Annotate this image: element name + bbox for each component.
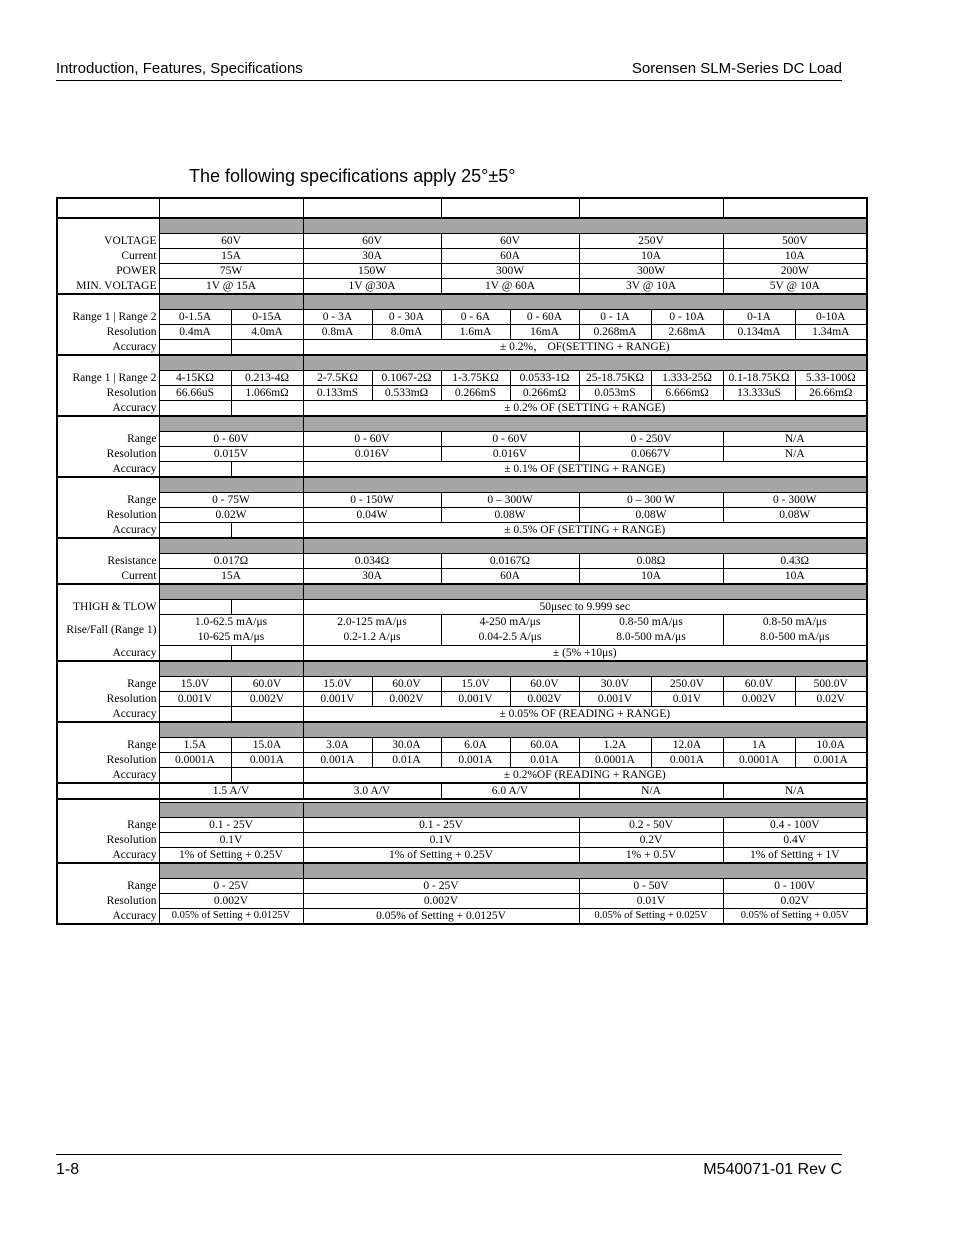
cc-accuracy-row: Accuracy ± 0.2%， OF(SETTING + RANGE) xyxy=(57,340,867,356)
model-header-cell xyxy=(579,198,723,218)
cv-accuracy-row: Accuracy ± 0.1% OF (SETTING + RANGE) xyxy=(57,462,867,478)
cp-resolution-row: Resolution 0.02W 0.04W 0.08W 0.08W 0.08W xyxy=(57,508,867,523)
vlimit-range-row: Range 0 - 25V 0 - 25V 0 - 50V 0 - 100V xyxy=(57,879,867,894)
model-header-cell xyxy=(303,198,441,218)
spec-intro: The following specifications apply 25°±5° xyxy=(189,166,516,186)
page-footer xyxy=(56,1154,842,1178)
section-header-short xyxy=(57,538,867,554)
cc-resolution-row: Resolution 0.4mA 4.0mA 0.8mA 8.0mA 1.6mA 16mA 0.268mA 2.68mA 0.134mA 1.34mA xyxy=(57,325,867,340)
vmeter-range-row: Range 15.0V 60.0V 15.0V 60.0V 15.0V 60.0V 30.0V 250.0V 60.0V 500.0V xyxy=(57,677,867,692)
ratings-voltage-row: VOLTAGE 60V 60V 60V 250V 500V xyxy=(57,234,867,249)
document-number: M540071-01 Rev C xyxy=(703,1161,842,1178)
vmeter-accuracy-row: Accuracy ± 0.05% OF (READING + RANGE) xyxy=(57,707,867,723)
cr-range-row: Range 1 | Range 2 4-15KΩ 0.213-4Ω 2-7.5KΩ 0.1067-2Ω 1-3.75KΩ 0.0533-1Ω 25-18.75KΩ 1.333-25Ω 0.1-18.75KΩ 5.33-100Ω xyxy=(57,371,867,386)
ratings-current-row: Current 15A 30A 60A 10A 10A xyxy=(57,249,867,264)
section-header-vmeter xyxy=(57,661,867,677)
ameter-accuracy-row: Accuracy ± 0.2%OF (READING + RANGE) xyxy=(57,768,867,784)
header-product-title: Sorensen SLM-Series DC Load xyxy=(631,60,842,77)
model-header-row xyxy=(57,198,867,218)
cv-resolution-row: Resolution 0.015V 0.016V 0.016V 0.0667V N/A xyxy=(57,447,867,462)
section-header-ratings xyxy=(57,218,867,234)
cc-range-row: Range 1 | Range 2 0-1.5A 0-15A 0 - 3A 0 - 30A 0 - 6A 0 - 60A 0 - 1A 0 - 10A 0-1A 0-10A xyxy=(57,310,867,325)
section-header-cv xyxy=(57,416,867,432)
vlimit-accuracy-row: Accuracy 0.05% of Setting + 0.0125V 0.05% of Setting + 0.0125V 0.05% of Setting + 0.025V 0.05% of Setting + 0.05V xyxy=(57,909,867,925)
monitor-row: 1.5 A/V 3.0 A/V 6.0 A/V N/A N/A xyxy=(57,783,867,799)
section-header-vlimit xyxy=(57,863,867,879)
section-header-cp xyxy=(57,477,867,493)
ratings-power-row: POWER 75W 150W 300W 300W 200W xyxy=(57,264,867,279)
von-accuracy-row: Accuracy 1% of Setting + 0.25V 1% of Setting + 0.25V 1% + 0.5V 1% of Setting + 1V xyxy=(57,848,867,864)
ratings-min-voltage-row: MIN. VOLTAGE 1V @ 15A 1V @30A 1V @ 60A 3V @ 10A 5V @ 10A xyxy=(57,279,867,295)
dynamic-time-row: THIGH & TLOW 50μsec to 9.999 sec xyxy=(57,600,867,615)
spec-table xyxy=(56,197,868,925)
page-number: 1-8 xyxy=(56,1161,80,1178)
cr-accuracy-row: Accuracy ± 0.2% OF (SETTING + RANGE) xyxy=(57,401,867,417)
short-current-row: Current 15A 30A 60A 10A 10A xyxy=(57,569,867,585)
section-header-dynamic xyxy=(57,584,867,600)
section-header-cc xyxy=(57,294,867,310)
section-header-ameter xyxy=(57,722,867,738)
ameter-resolution-row: Resolution 0.0001A 0.001A 0.001A 0.01A 0.001A 0.01A 0.0001A 0.001A 0.0001A 0.001A xyxy=(57,753,867,768)
model-header-cell xyxy=(723,198,867,218)
model-header-label xyxy=(57,198,159,218)
model-header-cell xyxy=(159,198,303,218)
vlimit-resolution-row: Resolution 0.002V 0.002V 0.01V 0.02V xyxy=(57,894,867,909)
model-header-cell xyxy=(441,198,579,218)
dynamic-risefall-row: Rise/Fall (Range 1) 1.0-62.5 mA/μs 10-625 mA/μs 2.0-125 mA/μs 0.2-1.2 A/μs 4-250 mA/μs 0.04-2.5 A/μs 0.8-50 mA/μs 8.0-500 mA/μs 0.8-50 mA/μs 8.0-500 mA/μs xyxy=(57,615,867,646)
vmeter-resolution-row: Resolution 0.001V 0.002V 0.001V 0.002V 0.001V 0.002V 0.001V 0.01V 0.002V 0.02V xyxy=(57,692,867,707)
section-header-von xyxy=(57,803,867,818)
von-resolution-row: Resolution 0.1V 0.1V 0.2V 0.4V xyxy=(57,833,867,848)
cp-accuracy-row: Accuracy ± 0.5% OF (SETTING + RANGE) xyxy=(57,523,867,539)
cp-range-row: Range 0 - 75W 0 - 150W 0 – 300W 0 – 300 W 0 - 300W xyxy=(57,493,867,508)
section-header-cr xyxy=(57,355,867,371)
header-section-title: Introduction, Features, Specifications xyxy=(56,60,303,77)
dynamic-accuracy-row: Accuracy ± (5% +10μs) xyxy=(57,646,867,662)
von-range-row: Range 0.1 - 25V 0.1 - 25V 0.2 - 50V 0.4 - 100V xyxy=(57,818,867,833)
cr-resolution-row: Resolution 66.66uS 1.066mΩ 0.133mS 0.533mΩ 0.266mS 0.266mΩ 0.053mS 6.666mΩ 13.333uS 26.66mΩ xyxy=(57,386,867,401)
ameter-range-row: Range 1.5A 15.0A 3.0A 30.0A 6.0A 60.0A 1.2A 12.0A 1A 10.0A xyxy=(57,738,867,753)
short-resistance-row: Resistance 0.017Ω 0.034Ω 0.0167Ω 0.08Ω 0.43Ω xyxy=(57,554,867,569)
cv-range-row: Range 0 - 60V 0 - 60V 0 - 60V 0 - 250V N/A xyxy=(57,432,867,447)
page-header xyxy=(56,58,842,81)
